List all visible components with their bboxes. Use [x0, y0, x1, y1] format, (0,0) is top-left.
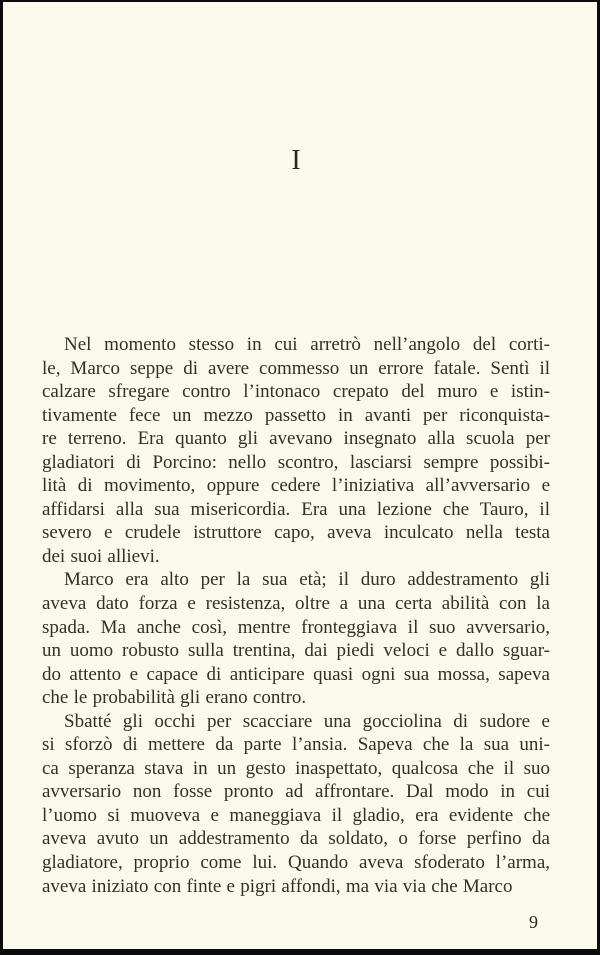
chapter-heading: I: [291, 145, 301, 176]
text-line: l’uomo si muoveva e maneggiava il gladio, era evidente che: [42, 804, 550, 826]
text-line: aveva iniziato con finte e pigri affondi, ma via via che Marco: [42, 875, 513, 897]
text-line: che le probabilità gli erano contro.: [42, 687, 307, 709]
text-line: calzare sfregare contro l’intonaco crepato del muro e istin-: [42, 381, 550, 403]
text-line: un uomo robusto sulla trentina, dai piedi veloci e dallo sguar-: [42, 640, 550, 662]
text-line: do attento e capace di anticipare quasi ogni sua mossa, sapeva: [42, 663, 550, 685]
text-line: dei suoi allievi.: [42, 545, 160, 567]
text-line: ca speranza stava in un gesto inaspettato, qualcosa che il suo: [42, 757, 550, 779]
text-line: Sbatté gli occhi per scacciare una gocciolina di sudore e: [64, 710, 550, 732]
text-line: aveva avuto un addestramento da soldato, o forse perfino da: [42, 828, 550, 850]
text-line: severo e crudele istruttore capo, aveva inculcato nella testa: [42, 522, 550, 544]
text-line: avversario non fosse pronto ad affrontare. Dal modo in cui: [42, 781, 550, 803]
text-line: si sforzò di mettere da parte l’ansia. Sapeva che la sua uni-: [42, 734, 550, 756]
text-line: Marco era alto per la sua età; il duro addestramento gli: [64, 569, 550, 591]
text-line: aveva dato forza e resistenza, oltre a una certa abilità con la: [42, 593, 550, 615]
text-line: affidarsi alla sua misericordia. Era una lezione che Tauro, il: [42, 498, 550, 520]
text-block: [42, 333, 550, 898]
text-line: tivamente fece un mezzo passetto in avanti per riconquista-: [42, 404, 550, 426]
text-line: Nel momento stesso in cui arretrò nell’angolo del corti-: [64, 334, 550, 355]
text-line: gladiatore, proprio come lui. Quando aveva sfoderato l’arma,: [42, 852, 550, 874]
text-line: re terreno. Era quanto gli avevano insegnato alla scuola per: [42, 428, 550, 450]
text-line: le, Marco seppe di avere commesso un errore fatale. Sentì il: [42, 357, 550, 379]
page-number: 9: [529, 912, 538, 932]
text-line: spada. Ma anche così, mentre fronteggiava il suo avversario,: [42, 616, 550, 638]
text-line: lità di movimento, oppure cedere l’iniziativa all’avversario e: [42, 475, 550, 497]
text-line: gladiatori di Porcino: nello scontro, lasciarsi sempre possibi-: [42, 451, 550, 473]
